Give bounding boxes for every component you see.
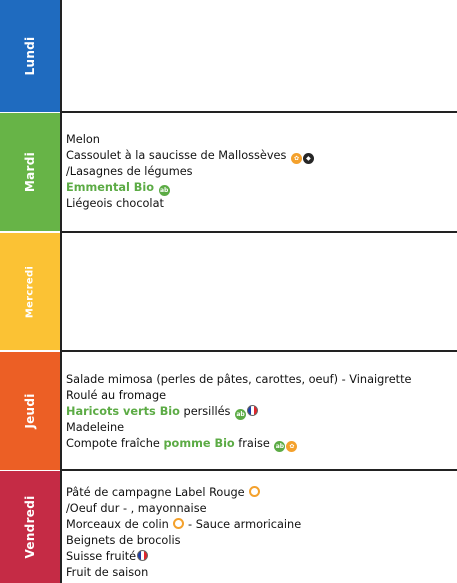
- menu-item: Compote fraîche pomme Bio fraise ab ✿: [66, 436, 453, 452]
- menu-item: /Lasagnes de légumes: [66, 165, 193, 178]
- menu-jeudi: [66, 372, 453, 452]
- day-row-lundi: [0, 0, 457, 112]
- france-flag-icon: [137, 550, 148, 561]
- day-row-jeudi: [0, 352, 457, 470]
- menu-item: Melon: [66, 133, 100, 146]
- menu-mardi: [66, 132, 453, 212]
- divider: [60, 0, 62, 112]
- day-label-jeudi: Jeudi: [23, 393, 37, 429]
- france-flag-icon: [247, 405, 258, 416]
- divider: [60, 471, 62, 583]
- divider: [60, 233, 62, 350]
- day-tab-vendredi: [0, 471, 61, 583]
- day-label-lundi: Lundi: [23, 36, 37, 76]
- menu-item: /Oeuf dur - , mayonnaise: [66, 502, 207, 515]
- day-row-mardi: [0, 113, 457, 231]
- menu-vendredi: [66, 485, 453, 581]
- menu-item: Beignets de brocolis: [66, 534, 181, 547]
- organic-icon: ab: [159, 187, 169, 194]
- divider: [60, 113, 62, 231]
- divider: [60, 352, 62, 470]
- menu-item: Fruit de saison: [66, 566, 149, 579]
- menu-item: Morceaux de colin - Sauce armoricaine: [66, 518, 302, 531]
- day-label-mardi: Mardi: [23, 151, 37, 193]
- menu-item: Liégeois chocolat: [66, 197, 164, 210]
- day-tab-mercredi: [0, 233, 61, 350]
- day-tab-jeudi: [0, 352, 61, 470]
- menu-item: Madeleine: [66, 421, 125, 434]
- menu-item: Roulé au fromage: [66, 389, 167, 402]
- day-row-mercredi: [0, 233, 457, 350]
- menu-item: Emmental Bio ab: [66, 181, 169, 194]
- menu-item: Cassoulet à la saucisse de Mallossèves ✿ ◆: [66, 148, 453, 164]
- day-tab-lundi: [0, 0, 61, 112]
- menu-item: Salade mimosa (perles de pâtes, carottes, oeuf) - Vinaigrette: [66, 373, 412, 386]
- label-rouge-icon: [173, 518, 184, 529]
- organic-icon: ab: [275, 443, 285, 450]
- menu-item: Haricots verts Bio persillés ab: [66, 404, 453, 420]
- organic-icon: ab: [236, 411, 245, 418]
- day-row-vendredi: [0, 471, 457, 583]
- orange-label-icon: ✿: [286, 441, 297, 452]
- label-rouge-icon: [249, 486, 260, 497]
- orange-label-icon: ✿: [291, 153, 302, 164]
- day-label-mercredi: Mercredi: [24, 265, 36, 318]
- homemade-icon: ◆: [303, 153, 314, 164]
- menu-item: Suisse fruité: [66, 549, 453, 565]
- day-tab-mardi: [0, 113, 61, 231]
- day-label-vendredi: Vendredi: [23, 495, 37, 559]
- menu-item: Pâté de campagne Label Rouge: [66, 485, 453, 501]
